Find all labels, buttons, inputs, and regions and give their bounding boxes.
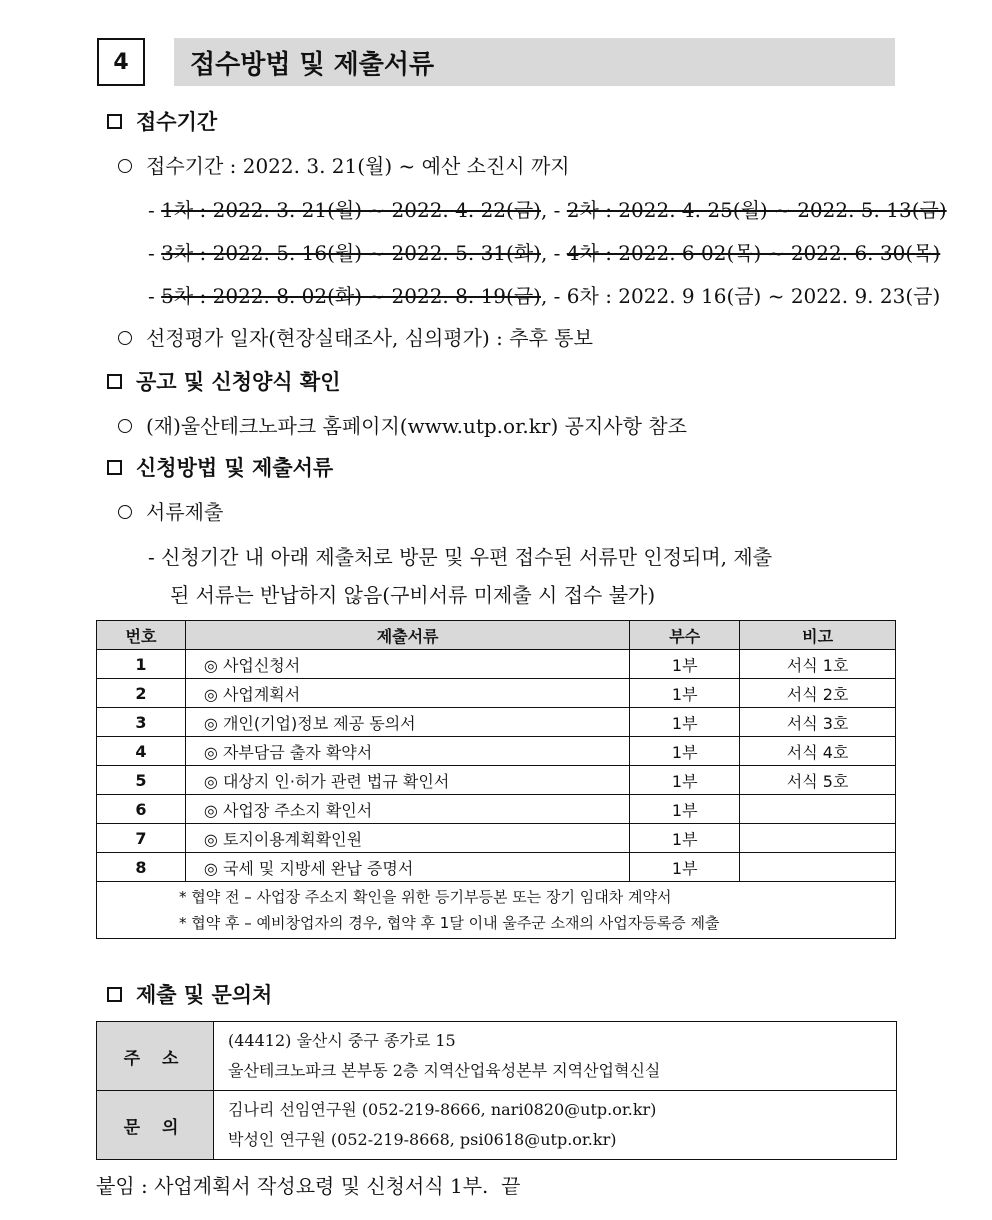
row-remarks: 서식 5호 [740, 766, 896, 795]
address-value [214, 1022, 897, 1091]
address-line-2: 울산테크노파크 본부동 2층 지역산업육성본부 지역산업혁신실 [228, 1061, 661, 1080]
period-heading-text: 접수기간 [136, 109, 218, 134]
row-remarks: 서식 4호 [740, 737, 896, 766]
table-row [97, 737, 896, 766]
period-rounds-line2: - 3차 : 2022. 5. 16(월) ~ 2022. 5. 31(화), - 4차 : 2022. 6 02(목) ~ 2022. 6. 30(목) [148, 241, 941, 265]
table-row [97, 824, 896, 853]
row-remarks: 서식 1호 [740, 650, 896, 679]
table-note-1: * 협약 전 – 사업장 주소지 확인을 위한 등기부등본 또는 장기 임대차 계약서 [179, 888, 672, 906]
checkbox-square-icon [107, 114, 122, 129]
row-document: ◎ 사업장 주소지 확인서 [185, 795, 629, 824]
row-copies: 1부 [630, 679, 740, 708]
table-notes-row [97, 882, 896, 939]
contact-table [96, 1021, 897, 1160]
row-remarks [740, 795, 896, 824]
row-number: 3 [97, 708, 186, 737]
period-rounds-line1: - 1차 : 2022. 3. 21(월) ~ 2022. 4. 22(금), - 2차 : 2022. 4. 25(월) ~ 2022. 5. 13(금) [148, 198, 947, 222]
row-document: ◎ 개인(기업)정보 제공 동의서 [185, 708, 629, 737]
circle-bullet-icon [118, 505, 132, 519]
address-line-1: (44412) 울산시 중구 종가로 15 [228, 1031, 456, 1050]
circle-bullet-icon [118, 159, 132, 173]
notice-item [118, 410, 687, 439]
inquiry-line-2: 박성인 연구원 (052-219-8668, psi0618@utp.or.kr) [228, 1130, 617, 1149]
period-main-text: 접수기간 : 2022. 3. 21(월) ~ 예산 소진시 까지 [146, 154, 570, 178]
apply-heading [107, 452, 333, 482]
row-remarks [740, 853, 896, 882]
round-4-text: 4차 : 2022. 6 02(목) ~ 2022. 6. 30(목) [566, 241, 941, 265]
checkbox-square-icon [107, 987, 122, 1002]
notice-heading-text: 공고 및 신청양식 확인 [136, 369, 341, 394]
contact-heading-text: 제출 및 문의처 [136, 982, 273, 1007]
inquiry-label: 문 의 [97, 1091, 214, 1160]
row-document: ◎ 사업신청서 [185, 650, 629, 679]
checkbox-square-icon [107, 460, 122, 475]
address-row [97, 1022, 897, 1091]
table-row [97, 766, 896, 795]
row-document: ◎ 사업계획서 [185, 679, 629, 708]
row-copies: 1부 [630, 737, 740, 766]
section-title: 접수방법 및 제출서류 [174, 38, 895, 86]
row-remarks: 서식 3호 [740, 708, 896, 737]
circle-bullet-icon [118, 331, 132, 345]
row-copies: 1부 [630, 708, 740, 737]
notice-heading [107, 366, 341, 396]
header-copies: 부수 [630, 621, 740, 650]
round-3-text: 3차 : 2022. 5. 16(월) ~ 2022. 5. 31(화) [161, 241, 541, 265]
inquiry-value [214, 1091, 897, 1160]
row-copies: 1부 [630, 853, 740, 882]
row-document: ◎ 국세 및 지방세 완납 증명서 [185, 853, 629, 882]
row-document: ◎ 대상지 인·허가 관련 법규 확인서 [185, 766, 629, 795]
section-number: 4 [97, 38, 145, 86]
inquiry-row [97, 1091, 897, 1160]
row-remarks: 서식 2호 [740, 679, 896, 708]
table-row [97, 853, 896, 882]
row-copies: 1부 [630, 795, 740, 824]
apply-item-text: 서류제출 [146, 500, 224, 524]
table-notes [97, 882, 896, 939]
notice-item-text: (재)울산테크노파크 홈페이지(www.utp.or.kr) 공지사항 참조 [146, 414, 687, 438]
table-row [97, 679, 896, 708]
row-number: 4 [97, 737, 186, 766]
address-label: 주 소 [97, 1022, 214, 1091]
round-6-text: 6차 : 2022. 9 16(금) ~ 2022. 9. 23(금) [566, 284, 941, 308]
round-5-text: 5차 : 2022. 8. 02(화) ~ 2022. 8. 19(금) [161, 284, 541, 308]
period-main [118, 150, 570, 179]
row-remarks [740, 824, 896, 853]
table-header-row [97, 621, 896, 650]
apply-item [118, 496, 223, 525]
header-document: 제출서류 [185, 621, 629, 650]
inquiry-line-1: 김나리 선임연구원 (052-219-8666, nari0820@utp.or.kr) [228, 1100, 657, 1119]
row-number: 8 [97, 853, 186, 882]
row-copies: 1부 [630, 766, 740, 795]
table-row [97, 650, 896, 679]
checkbox-square-icon [107, 374, 122, 389]
table-row [97, 708, 896, 737]
document-table [96, 620, 896, 939]
apply-desc1-text: 신청기간 내 아래 제출처로 방문 및 우편 접수된 서류만 인정되며, 제출 [161, 545, 773, 569]
circle-bullet-icon [118, 419, 132, 433]
header-remarks: 비고 [740, 621, 896, 650]
row-number: 1 [97, 650, 186, 679]
row-number: 7 [97, 824, 186, 853]
table-row [97, 795, 896, 824]
row-document: ◎ 토지이용계획확인원 [185, 824, 629, 853]
evaluation-line [118, 322, 593, 351]
header-number: 번호 [97, 621, 186, 650]
row-copies: 1부 [630, 650, 740, 679]
round-1-text: 1차 : 2022. 3. 21(월) ~ 2022. 4. 22(금) [161, 198, 541, 222]
apply-desc-line1: - 신청기간 내 아래 제출처로 방문 및 우편 접수된 서류만 인정되며, 제출 [148, 545, 773, 569]
row-number: 2 [97, 679, 186, 708]
contact-heading [107, 979, 272, 1009]
row-number: 6 [97, 795, 186, 824]
apply-desc-line2: 된 서류는 반납하지 않음(구비서류 미제출 시 접수 불가) [170, 583, 656, 607]
apply-heading-text: 신청방법 및 제출서류 [136, 455, 334, 480]
round-2-text: 2차 : 2022. 4. 25(월) ~ 2022. 5. 13(금) [566, 198, 947, 222]
period-rounds-line3: - 5차 : 2022. 8. 02(화) ~ 2022. 8. 19(금), - 6차 : 2022. 9 16(금) ~ 2022. 9. 23(금) [148, 284, 941, 308]
evaluation-text: 선정평가 일자(현장실태조사, 심의평가) : 추후 통보 [146, 326, 593, 350]
period-heading [107, 106, 217, 136]
row-copies: 1부 [630, 824, 740, 853]
row-number: 5 [97, 766, 186, 795]
table-note-2: * 협약 후 – 예비창업자의 경우, 협약 후 1달 이내 울주군 소재의 사업자등록증 제출 [179, 914, 720, 932]
attachment-line: 붙임 : 사업계획서 작성요령 및 신청서식 1부. 끝 [96, 1174, 521, 1198]
row-document: ◎ 자부담금 출자 확약서 [185, 737, 629, 766]
